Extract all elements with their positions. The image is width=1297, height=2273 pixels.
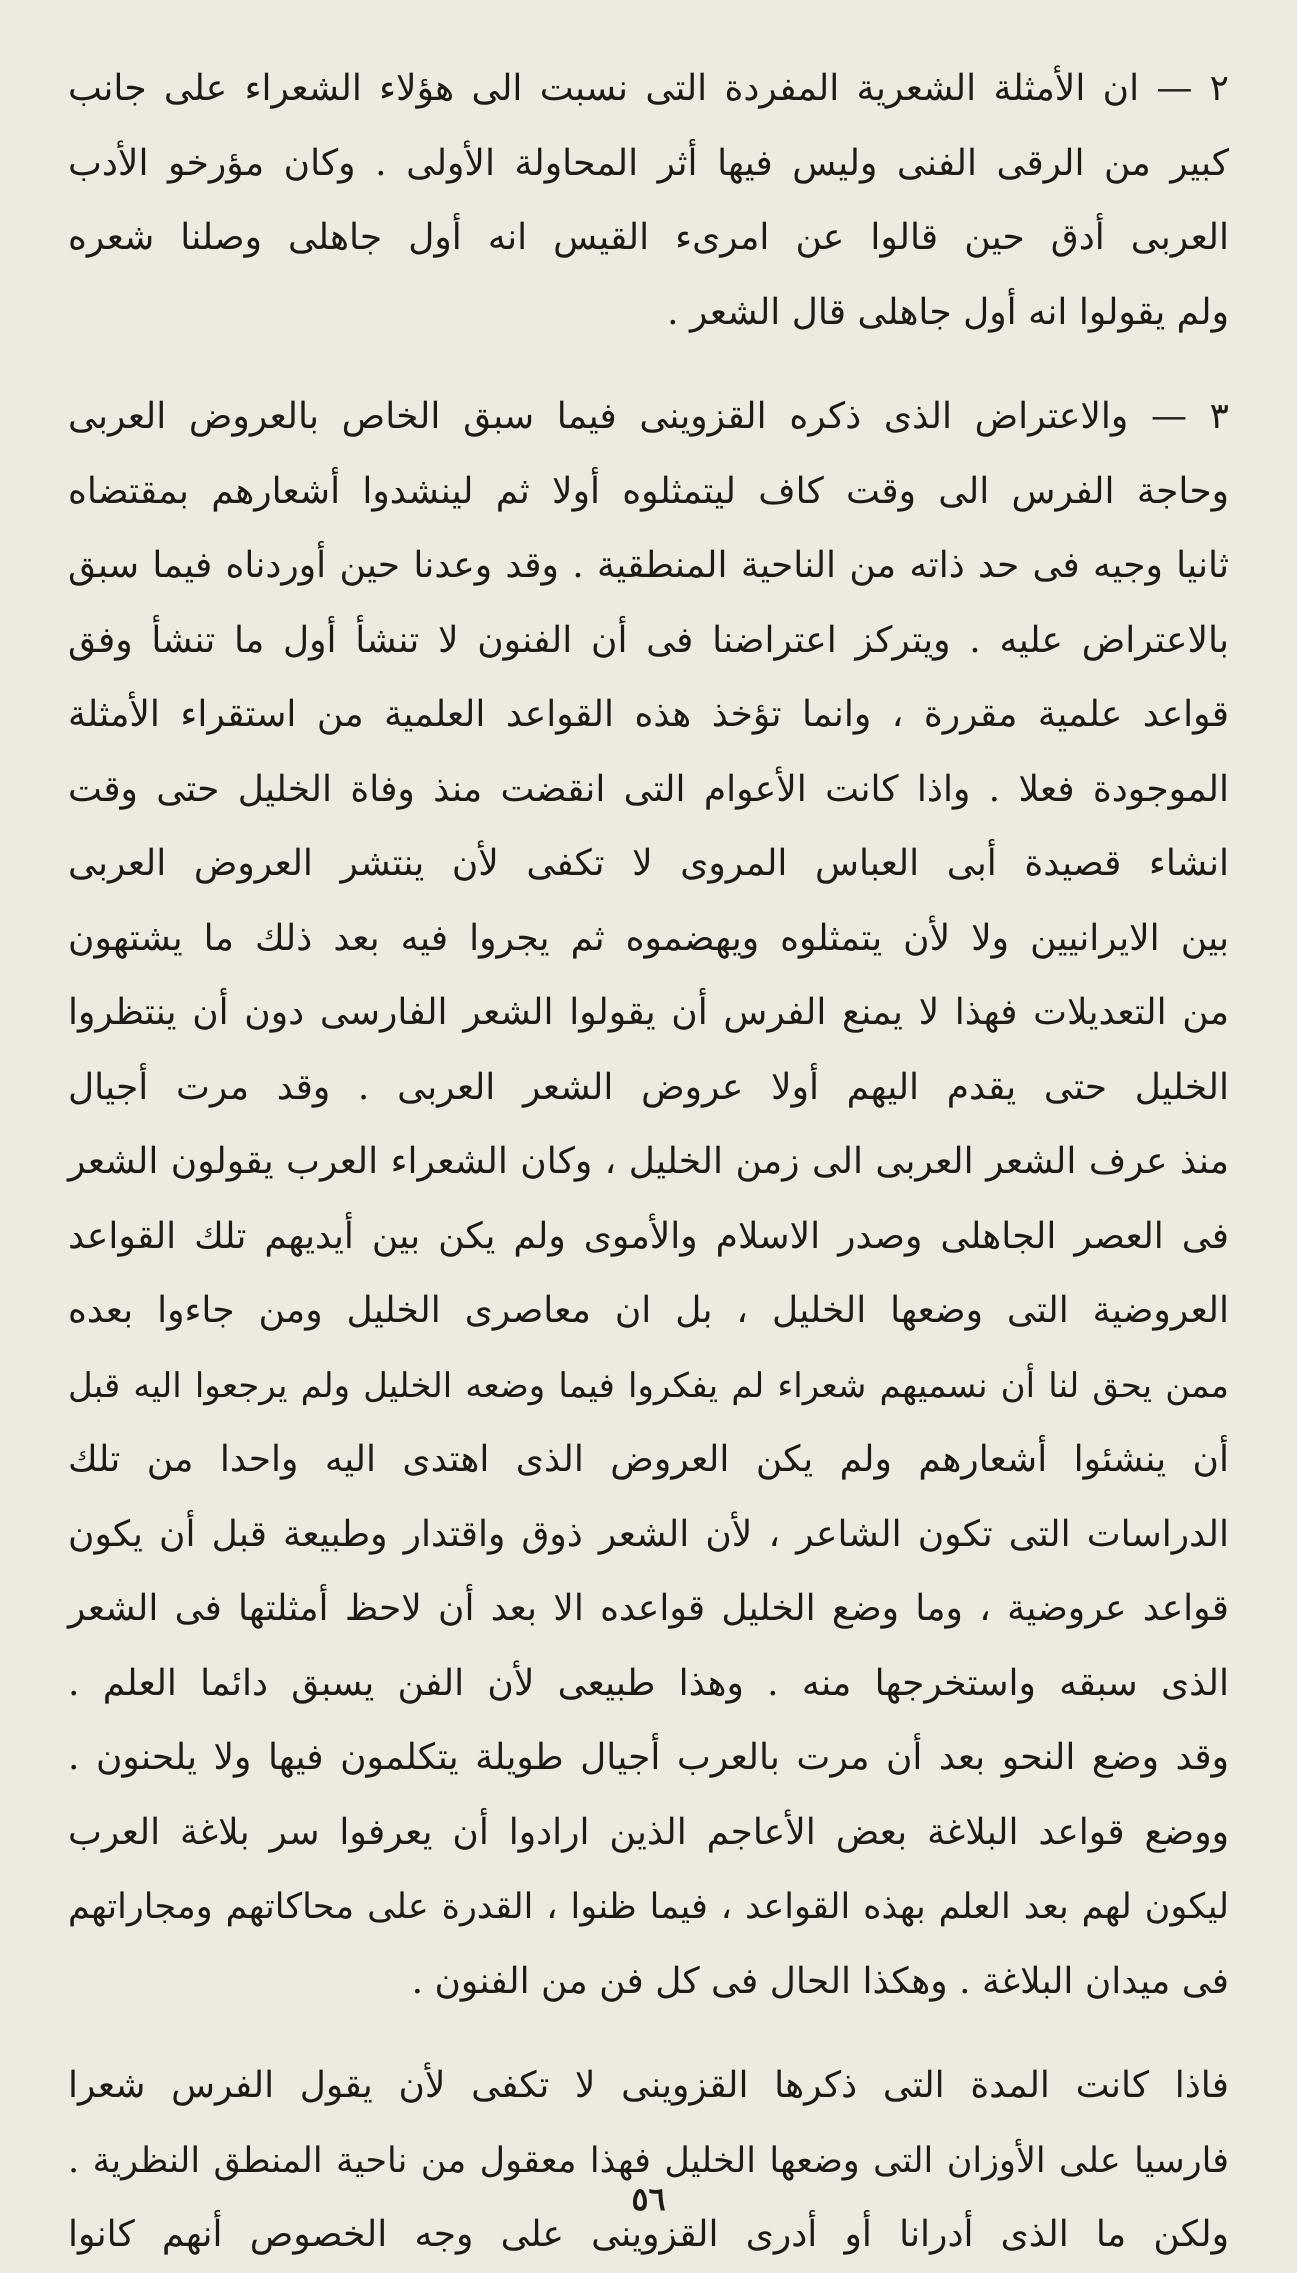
text-line: فارسيا على الأوزان التى وضعها الخليل فهذا معقول من ناحية المنطق النظرية . [68,2140,1229,2181]
text-line: فى العصر الجاهلى وصدر الاسلام والأموى ولم يكن بين أيديهم تلك القواعد [68,1215,1229,1257]
paragraph-point-2 [68,52,1229,350]
text-line: الخليل حتى يقدم اليهم أولا عروض الشعر العربى . وقد مرت أجيال [68,1066,1230,1108]
page-number: ٥٦ [631,2180,666,2218]
text-line: كبير من الرقى الفنى وليس فيها أثر المحاولة الأولى . وكان مؤرخو الأدب [68,142,1229,184]
text-line: الذى سبقه واستخرجها منه . وهذا طبيعى لأن الفن يسبق دائما العلم . [68,1662,1229,1704]
text-line: ٢ — ان الأمثلة الشعرية المفردة التى نسبت الى هؤلاء الشعراء على جانب [68,68,1229,109]
text-line: قواعد عروضية ، وما وضع الخليل قواعده الا بعد أن لاحظ أمثلتها فى الشعر [68,1588,1229,1629]
text-line: ولم يقولوا انه أول جاهلى قال الشعر . [667,291,1229,333]
text-line: بين الايرانيين ولا لأن يتمثلوه ويهضموه ثم يجروا فيه بعد ذلك ما يشتهون [68,917,1229,959]
text-line: ليكون لهم بعد العلم بهذه القواعد ، فيما ظنوا ، القدرة على محاكاتهم ومجاراتهم [68,1887,1229,1927]
text-line: انشاء قصيدة أبى العباس المروى لا تكفى لأن ينتشر العروض العربى [68,843,1229,884]
text-line: فى ميدان البلاغة . وهكذا الحال فى كل فن من الفنون . [411,1960,1229,2002]
text-line: وحاجة الفرس الى وقت كاف ليتمثلوه أولا ثم لينشدوا أشعارهم بمقتضاه [68,470,1229,512]
text-line: منذ عرف الشعر العربى الى زمن الخليل ، وكان الشعراء العرب يقولون الشعر [68,1141,1229,1182]
text-line: العروضية التى وضعها الخليل ، بل ان معاصرى الخليل ومن جاءوا بعده [68,1290,1230,1331]
text-line: ٣ — والاعتراض الذى ذكره القزوينى فيما سبق الخاص بالعروض العربى [68,396,1229,437]
text-line: أن ينشئوا أشعارهم ولم يكن العروض الذى اهتدى اليه واحدا من تلك [68,1439,1229,1480]
text-line: وقد وضع النحو بعد أن مرت بالعرب أجيال طويلة يتكلمون فيها ولا يلحنون . [68,1737,1229,1778]
text-line: من التعديلات فهذا لا يمنع الفرس أن يقولوا الشعر الفارسى دون أن ينتظروا [68,992,1229,1033]
text-line: العربى أدق حين قالوا عن امرىء القيس انه أول جاهلى وصلنا شعره [68,217,1229,258]
text-line: ووضع قواعد البلاغة بعض الأعاجم الذين ارادوا أن يعرفوا سر بلاغة العرب [68,1811,1229,1853]
text-line: الموجودة فعلا . واذا كانت الأعوام التى انقضت منذ وفاة الخليل حتى وقت [68,768,1229,810]
text-line: فاذا كانت المدة التى ذكرها القزوينى لا تكفى لأن يقول الفرس شعرا [68,2065,1229,2106]
paragraph-conclusion [68,2049,1229,2273]
text-line: ثانيا وجيه فى حد ذاته من الناحية المنطقية . وقد وعدنا حين أوردناه فيما سبق [68,545,1229,586]
paragraph-point-3 [68,380,1229,2019]
paragraph-spacer [68,350,1229,380]
text-line: قواعد علمية مقررة ، وانما تؤخذ هذه القواعد العلمية من استقراء الأمثلة [68,694,1229,735]
text-line: ممن يحق لنا أن نسميهم شعراء لم يفكروا فيما وضعه الخليل ولم يرجعوا اليه قبل [68,1365,1229,1406]
text-line: ولكن ما الذى أدرانا أو أدرى القزوينى على وجه الخصوص أنهم كانوا [68,2214,1229,2255]
text-line: بالاعتراض عليه . ويتركز اعتراضنا فى أن الفنون لا تنشأ أول ما تنشأ وفق [68,619,1229,661]
paragraph-spacer [68,2019,1229,2049]
text-line: الدراسات التى تكون الشاعر ، لأن الشعر ذوق واقتدار وطبيعة قبل أن يكون [68,1513,1229,1555]
